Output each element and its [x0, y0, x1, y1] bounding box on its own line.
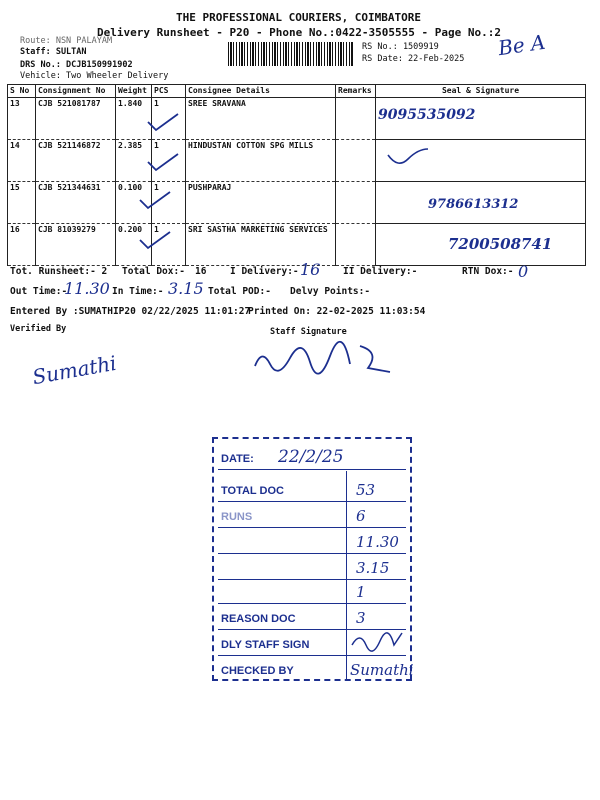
- row-weight: 0.200: [116, 224, 152, 266]
- seal-phone: 7200508741: [448, 235, 553, 253]
- col-sno: S No: [8, 85, 36, 98]
- rs-number: RS No.: 1509919: [362, 42, 439, 52]
- table-row: [8, 224, 586, 266]
- stamp-value: 11.30: [356, 533, 399, 551]
- row-seal: [376, 224, 586, 266]
- col-remarks: Remarks: [336, 85, 376, 98]
- entered-by: Entered By :SUMATHIP20 02/22/2025 11:01:27: [10, 306, 251, 317]
- staff-signature-scribble: [250, 338, 400, 378]
- total-dox-label: Total Dox:-: [122, 266, 185, 277]
- row-seal: [376, 140, 586, 182]
- table-header-row: [8, 85, 586, 98]
- vehicle-label: Vehicle: Two Wheeler Delivery: [20, 71, 169, 81]
- row-weight: 2.385: [116, 140, 152, 182]
- delvy-points-label: Delvy Points:-: [290, 286, 371, 297]
- verified-by-label: Verified By: [10, 324, 67, 334]
- total-dox-value: 16: [195, 266, 207, 277]
- row-pcs: 1: [152, 224, 186, 266]
- rtn-dox-value: 0: [518, 262, 529, 281]
- route-label: Route: NSN PALAYAM: [20, 36, 113, 46]
- check-icon: [146, 112, 180, 132]
- row-seal: [376, 98, 586, 140]
- staff-label: Staff: SULTAN: [20, 47, 87, 57]
- row-pcs: 1: [152, 182, 186, 224]
- row-remarks: [336, 224, 376, 266]
- row-consignment: CJB 521344631: [36, 182, 116, 224]
- handwritten-note: Be A: [496, 29, 547, 61]
- total-pod-label: Total POD:-: [208, 286, 271, 297]
- row-remarks: [336, 140, 376, 182]
- stamp-label: REASON DOC: [221, 613, 296, 625]
- barcode: [228, 42, 353, 66]
- rs-date: RS Date: 22-Feb-2025: [362, 54, 465, 64]
- col-consignment: Consignment No: [36, 85, 116, 98]
- in-time-value: 3.15: [168, 279, 204, 298]
- drs-number: DRS No.: DCJB150991902: [20, 60, 133, 70]
- stamp-label: DATE:: [221, 453, 254, 465]
- col-seal: Seal & Signature: [376, 85, 586, 98]
- stamp-value: 6: [356, 507, 366, 525]
- col-weight: Weight: [116, 85, 152, 98]
- row-sno: 16: [8, 224, 36, 266]
- stamp-value: 1: [356, 583, 366, 601]
- row-weight: 0.100: [116, 182, 152, 224]
- runsheet-table: [7, 84, 586, 266]
- stamp-label: DLY STAFF SIGN: [221, 639, 310, 651]
- i-delivery-value: 16: [300, 260, 321, 279]
- stamp-label: CHECKED BY: [221, 665, 294, 677]
- out-time-value: 11.30: [64, 279, 110, 298]
- stamp-row-date: [218, 441, 406, 470]
- stamp-value: 22/2/25: [278, 447, 344, 467]
- row-remarks: [336, 98, 376, 140]
- tot-runsheet: Tot. Runsheet:- 2: [10, 266, 108, 277]
- row-weight: 1.840: [116, 98, 152, 140]
- staff-signature-label: Staff Signature: [270, 327, 347, 337]
- stamp-label: TOTAL DOC: [221, 485, 284, 497]
- dly-staff-signature: [348, 627, 408, 653]
- check-icon: [138, 230, 172, 250]
- stamp-value: 3.15: [356, 559, 390, 577]
- stamp-label: RUNS: [221, 511, 253, 523]
- stamp-value: Sumathi: [350, 661, 414, 679]
- ii-delivery-label: II Delivery:-: [343, 266, 418, 277]
- check-icon: [146, 152, 180, 172]
- verifier-signature: Sumathi: [30, 350, 119, 390]
- i-delivery-label: I Delivery:-: [230, 266, 299, 277]
- row-consignee: HINDUSTAN COTTON SPG MILLS: [186, 140, 336, 182]
- stamp-value: 53: [356, 481, 376, 499]
- runsheet-title: Delivery Runsheet - P20 - Phone No.:0422-3505555 - Page No.:2: [97, 26, 501, 39]
- table-row: [8, 182, 586, 224]
- signature-scribble: [378, 141, 438, 175]
- row-remarks: [336, 182, 376, 224]
- row-pcs: 1: [152, 140, 186, 182]
- table-row: [8, 140, 586, 182]
- out-time-label: Out Time:-: [10, 286, 68, 297]
- row-consignee: PUSHPARAJ: [186, 182, 336, 224]
- in-time-label: In Time:-: [112, 286, 164, 297]
- row-sno: 15: [8, 182, 36, 224]
- printed-on: Printed On: 22-02-2025 11:03:54: [248, 306, 426, 317]
- seal-phone: 9095535092: [378, 107, 476, 123]
- stamp-value: 3: [356, 609, 366, 627]
- row-consignee: SRI SASTHA MARKETING SERVICES: [186, 224, 336, 266]
- check-icon: [138, 190, 172, 210]
- row-sno: 13: [8, 98, 36, 140]
- row-sno: 14: [8, 140, 36, 182]
- row-consignment: CJB 521081787: [36, 98, 116, 140]
- col-consignee: Consignee Details: [186, 85, 336, 98]
- stamp-row: [218, 651, 414, 681]
- row-consignment: CJB 81039279: [36, 224, 116, 266]
- company-name: THE PROFESSIONAL COURIERS, COIMBATORE: [176, 11, 422, 24]
- row-consignment: CJB 521146872: [36, 140, 116, 182]
- table-row: [8, 98, 586, 140]
- seal-phone: 9786613312: [428, 197, 519, 212]
- rtn-dox-label: RTN Dox:-: [462, 266, 514, 277]
- row-pcs: 1: [152, 98, 186, 140]
- row-consignee: SREE SRAVANA: [186, 98, 336, 140]
- col-pcs: PCS: [152, 85, 186, 98]
- delivery-stamp: [212, 437, 412, 681]
- row-seal: [376, 182, 586, 224]
